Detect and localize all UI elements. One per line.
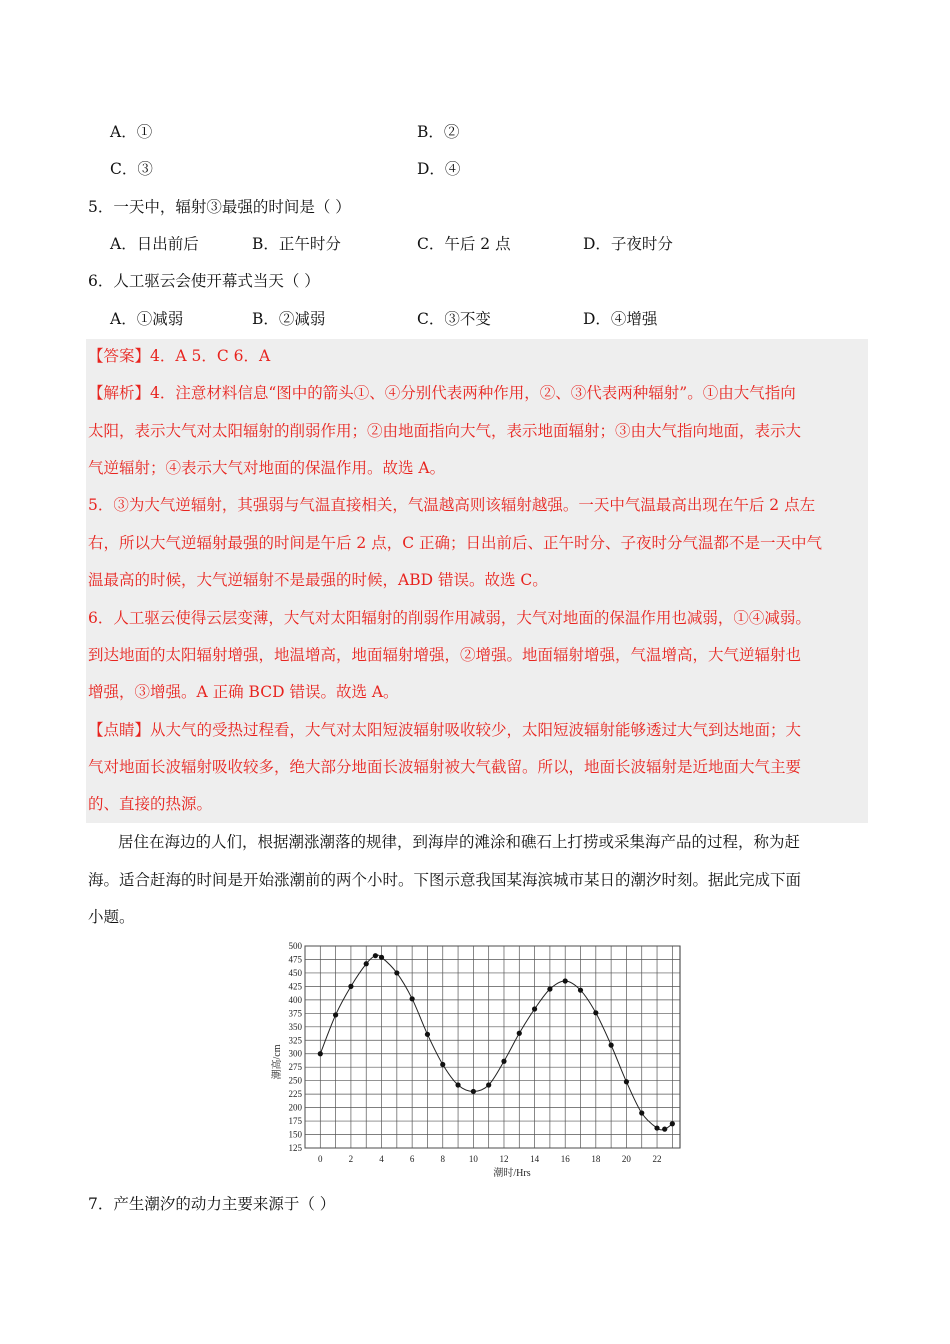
tips-line: 气对地面长波辐射吸收较多，绝大部分地面长波辐射被大气截留。所以，地面长波辐射是近地面大气主要 xyxy=(88,758,802,776)
data-point xyxy=(609,1043,614,1048)
data-point xyxy=(593,1010,598,1015)
analysis-line: 5．③为大气逆辐射，其强弱与气温直接相关，气温越高则该辐射越强。一天中气温最高出现在午后 2 点左 xyxy=(88,496,816,514)
x-tick-label: 20 xyxy=(621,1154,631,1164)
y-tick-label: 150 xyxy=(288,1129,302,1140)
q4-option-a: A．① xyxy=(110,123,153,141)
y-tick-label: 125 xyxy=(288,1143,302,1153)
data-point xyxy=(373,953,378,958)
q6-option-c: C．③不变 xyxy=(417,310,491,328)
y-tick-label: 350 xyxy=(288,1021,302,1032)
answer-line: 【答案】4．A 5．C 6．A xyxy=(88,347,271,365)
y-tick-label: 425 xyxy=(288,981,302,992)
analysis-line: 气逆辐射；④表示大气对地面的保温作用。故选 A。 xyxy=(88,459,446,477)
data-point xyxy=(348,984,353,989)
x-tick-label: 8 xyxy=(440,1154,446,1164)
y-tick-label: 475 xyxy=(288,954,302,965)
q7-stem: 7．产生潮汐的动力主要来源于（ ） xyxy=(88,1195,336,1213)
analysis-line: 到达地面的太阳辐射增强，地温增高，地面辐射增强，②增强。地面辐射增强，气温增高，大气逆辐射也 xyxy=(88,646,802,664)
data-point xyxy=(379,955,384,960)
q6-option-a: A．①减弱 xyxy=(110,310,184,328)
tide-chart xyxy=(268,938,688,1183)
y-tick-label: 300 xyxy=(288,1048,302,1059)
y-tick-label: 275 xyxy=(288,1062,302,1073)
passage-line: 居住在海边的人们，根据潮涨潮落的规律，到海岸的滩涂和礁石上打捞或采集海产品的过程，称为赶 xyxy=(118,833,801,851)
data-point xyxy=(578,988,583,993)
data-point xyxy=(547,986,552,991)
q5-option-c: C．午后 2 点 xyxy=(417,235,511,253)
q6-stem: 6．人工驱云会使开幕式当天（ ） xyxy=(88,272,320,290)
passage-line: 海。适合赶海的时间是开始涨潮前的两个小时。下图示意我国某海滨城市某日的潮汐时刻。据此完成下面 xyxy=(88,871,802,889)
q6-option-d: D．④增强 xyxy=(583,310,658,328)
analysis-line: 【解析】4．注意材料信息“图中的箭头①、④分别代表两种作用，②、③代表两种辐射”。①由大气指向 xyxy=(88,384,796,402)
analysis-line: 右，所以大气逆辐射最强的时间是午后 2 点，C 正确；日出前后、正午时分、子夜时分气温都不是一天中气 xyxy=(88,534,823,552)
y-axis-label: 潮高/cm xyxy=(272,1044,283,1080)
y-tick-label: 450 xyxy=(288,967,302,978)
data-point xyxy=(517,1031,522,1036)
q4-option-b: B．② xyxy=(417,123,460,141)
analysis-line: 温最高的时候，大气逆辐射不是最强的时候，ABD 错误。故选 C。 xyxy=(88,571,548,589)
x-tick-label: 2 xyxy=(348,1154,354,1164)
tide-series-line xyxy=(320,955,672,1130)
tips-line: 的、直接的热源。 xyxy=(88,795,213,813)
q5-option-d: D．子夜时分 xyxy=(583,235,673,253)
data-point xyxy=(318,1051,323,1056)
data-point xyxy=(455,1082,460,1087)
data-point xyxy=(662,1127,667,1132)
passage-line: 小题。 xyxy=(88,908,135,926)
plot-frame xyxy=(305,946,680,1148)
x-tick-label: 14 xyxy=(530,1154,540,1164)
data-point xyxy=(654,1125,659,1130)
x-tick-label: 16 xyxy=(560,1154,570,1164)
y-tick-label: 325 xyxy=(288,1035,302,1046)
data-point xyxy=(410,996,415,1001)
data-point xyxy=(425,1032,430,1037)
y-tick-label: 375 xyxy=(288,1008,302,1019)
x-tick-label: 22 xyxy=(652,1154,662,1164)
q5-option-a: A．日出前后 xyxy=(110,235,199,253)
q6-option-b: B．②减弱 xyxy=(252,310,326,328)
x-axis-label: 潮时/Hrs xyxy=(493,1168,531,1179)
data-point xyxy=(563,978,568,983)
data-point xyxy=(471,1089,476,1094)
data-point xyxy=(333,1012,338,1017)
data-point xyxy=(670,1121,675,1126)
tips-line: 【点睛】从大气的受热过程看，大气对太阳短波辐射吸收较少，太阳短波辐射能够透过大气到达地面；大 xyxy=(88,721,802,739)
y-tick-label: 225 xyxy=(288,1089,302,1100)
x-tick-label: 4 xyxy=(379,1154,384,1164)
x-tick-label: 0 xyxy=(318,1154,323,1164)
y-tick-label: 400 xyxy=(288,994,302,1005)
x-tick-label: 6 xyxy=(409,1154,415,1164)
y-tick-label: 200 xyxy=(288,1102,302,1113)
q5-option-b: B．正午时分 xyxy=(252,235,341,253)
data-point xyxy=(501,1059,506,1064)
y-tick-label: 250 xyxy=(288,1075,302,1086)
y-tick-label: 500 xyxy=(288,941,302,951)
analysis-line: 太阳，表示大气对太阳辐射的削弱作用；②由地面指向大气，表示地面辐射；③由大气指向地面，表示大 xyxy=(88,422,802,440)
x-tick-label: 12 xyxy=(499,1154,509,1164)
data-point xyxy=(532,1006,537,1011)
y-tick-label: 175 xyxy=(288,1116,302,1127)
data-point xyxy=(440,1062,445,1067)
q4-option-d: D．④ xyxy=(417,160,461,178)
q5-stem: 5．一天中，辐射③最强的时间是（ ） xyxy=(88,198,351,216)
data-point xyxy=(364,961,369,966)
x-tick-label: 10 xyxy=(468,1154,478,1164)
data-point xyxy=(624,1079,629,1084)
data-point xyxy=(394,970,399,975)
analysis-line: 增强，③增强。A 正确 BCD 错误。故选 A。 xyxy=(88,683,399,701)
x-tick-label: 18 xyxy=(591,1154,601,1164)
q4-option-c: C．③ xyxy=(110,160,153,178)
data-point xyxy=(639,1110,644,1115)
data-point xyxy=(486,1082,491,1087)
analysis-line: 6．人工驱云使得云层变薄，大气对太阳辐射的削弱作用减弱，大气对地面的保温作用也减弱，①④减弱。 xyxy=(88,609,811,627)
